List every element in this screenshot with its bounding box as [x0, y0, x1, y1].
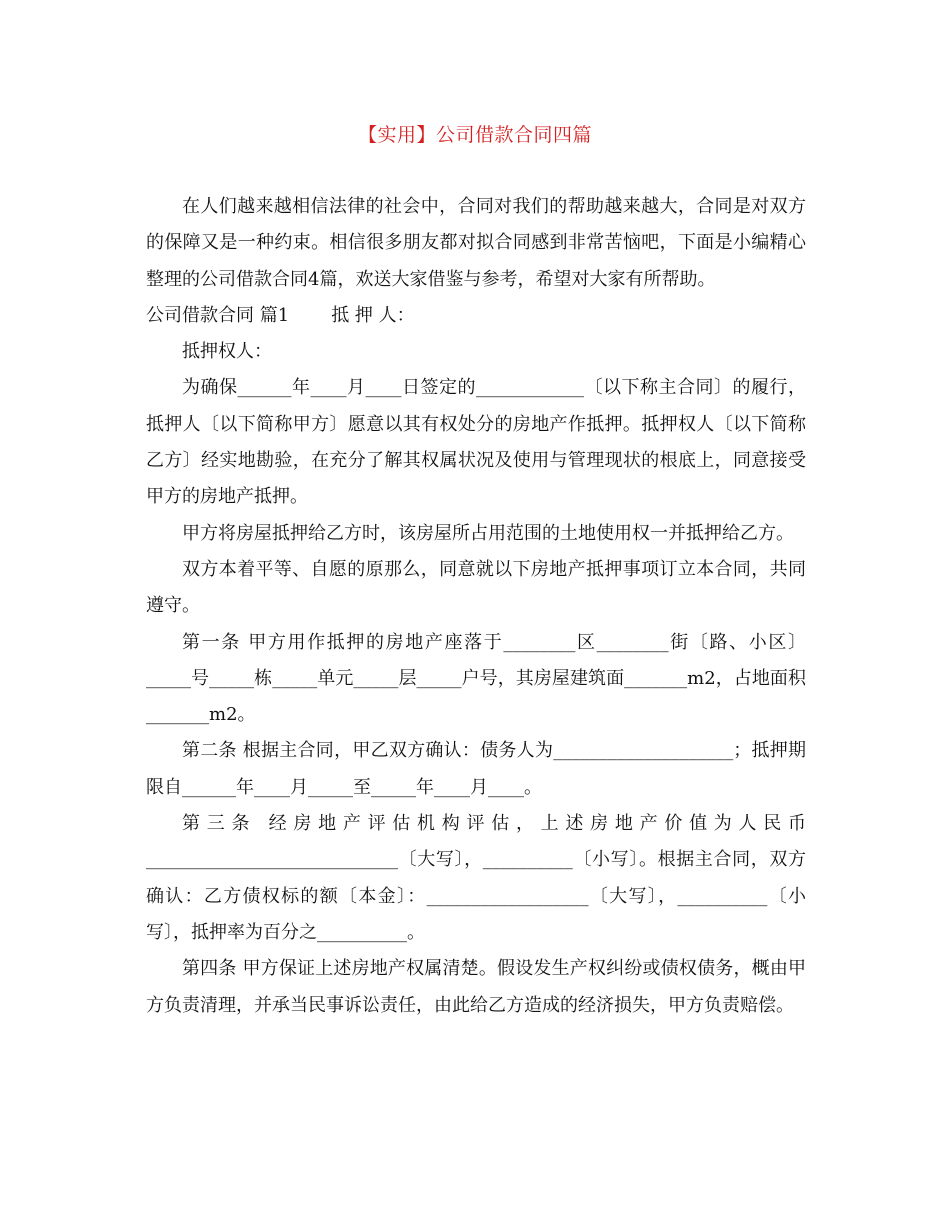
clause-paragraph: 为确保______年____月____日签定的____________〔以下称主合同〕的履行，抵押人〔以下简称甲方〕愿意以其有权处分的房地产作抵押。抵押权人〔以下简称乙方〕经实地勘验，在充分了解其权属状况及使用与管理现状的根底上，同意接受甲方的房地产抵押。 — [146, 377, 806, 508]
article-4: 第四条 甲方保证上述房地产权属清楚。假设发生产权纠纷或债权债务，概由甲方负责清理，并承当民事诉讼责任，由此给乙方造成的经济损失，甲方负责赔偿。 — [146, 958, 806, 1016]
article-1: 第一条 甲方用作抵押的房地产座落于________区________街〔路、小区〕_____号_____栋_____单元_____层_____户号，其房屋建筑面_______m2，占地面积_______m2。 — [146, 631, 806, 726]
mortgagee-label: 抵押权人： — [182, 341, 272, 363]
article-3: 第三条 经房地产评估机构评估，上述房地产价值为人民币____________________________〔大写〕，__________〔小写〕。根据主合同，双方确认：乙方债权标的额〔本金〕：__________________〔大写〕，__________〔小写〕，抵押率为百分之__________。 — [146, 813, 806, 943]
clause-paragraph: 甲方将房屋抵押给乙方时，该房屋所占用范围的土地使用权一并抵押给乙方。 — [182, 522, 794, 544]
article-2: 第二条 根据主合同，甲乙双方确认：债务人为____________________；抵押期限自______年____月_____至_____年____月____。 — [146, 740, 806, 798]
document-title: 【实用】公司借款合同四篇 — [357, 124, 592, 146]
clause-paragraph: 双方本着平等、自愿的原那么，同意就以下房地产抵押事项订立本合同，共同遵守。 — [146, 558, 806, 617]
intro-paragraph: 在人们越来越相信法律的社会中，合同对我们的帮助越来越大，合同是对双方的保障又是一种约束。相信很多朋友都对拟合同感到非常苦恼吧，下面是小编精心整理的公司借款合同4篇，欢送大家借鉴与参考，希望对大家有所帮助。 — [146, 196, 806, 290]
mortgagor-label: 抵 押 人： — [331, 304, 415, 326]
document-body — [146, 189, 806, 1024]
section-heading-line — [146, 298, 806, 334]
section-heading: 公司借款合同 篇1 — [146, 304, 290, 326]
